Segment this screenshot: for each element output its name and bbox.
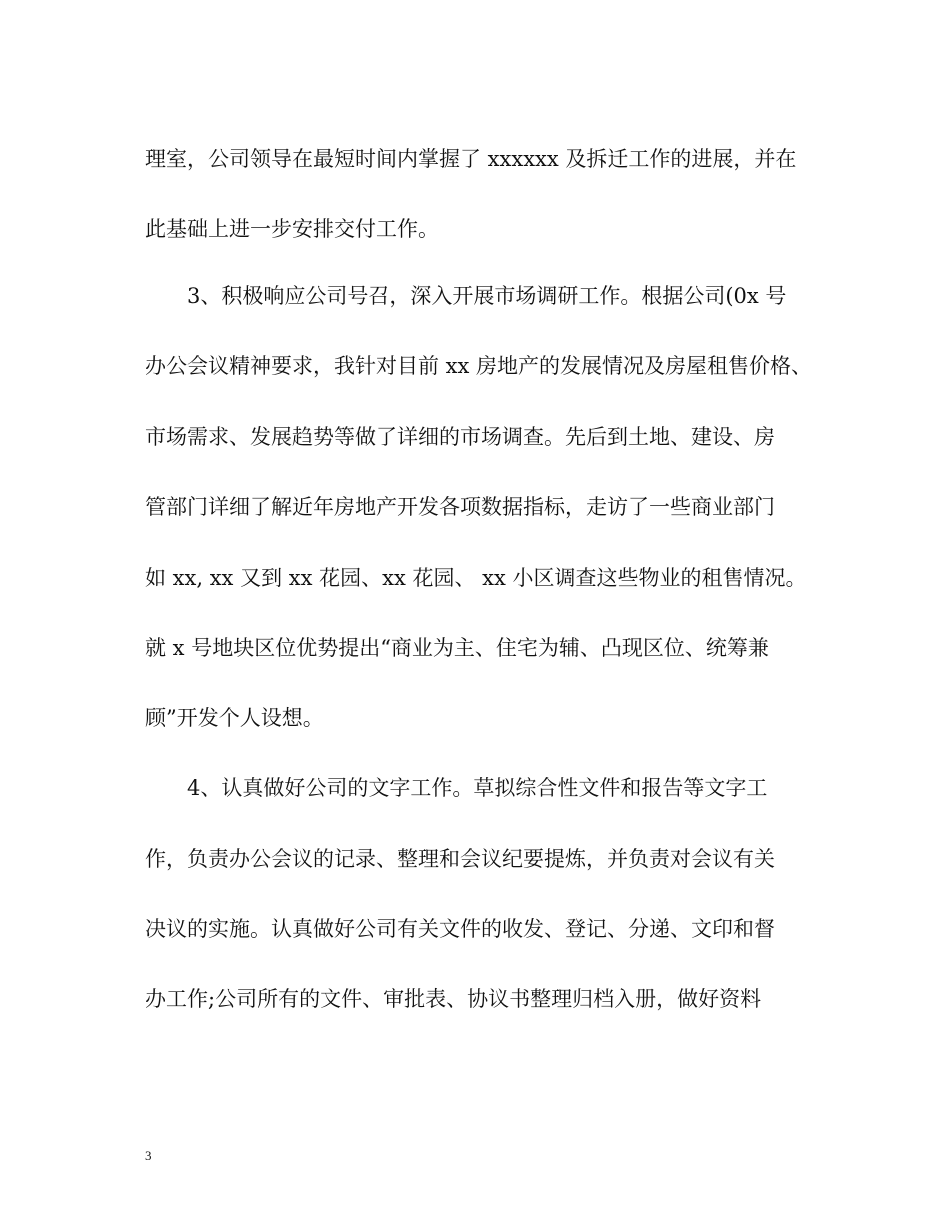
body-text-line: 4、认真做好公司的文字工作。草拟综合性文件和报告等文字工: [187, 776, 768, 800]
body-text-line: 顾”开发个人设想。: [145, 706, 324, 730]
body-text-line: 就 x 号地块区位优势提出“商业为主、住宅为辅、凸现区位、统筹兼: [145, 636, 769, 660]
body-text-line: 3、积极响应公司号召，深入开展市场调研工作。根据公司(0x 号: [187, 284, 787, 308]
body-text-line: 作，负责办公会议的记录、整理和会议纪要提炼，并负责对会议有关: [145, 847, 775, 871]
page-number: 3: [145, 1148, 152, 1163]
body-text-line: 办公会议精神要求，我针对目前 xx 房地产的发展情况及房屋租售价格、: [145, 354, 813, 378]
body-text-line: 办工作;公司所有的文件、审批表、协议书整理归档入册，做好资料: [145, 987, 762, 1011]
body-text-line: 此基础上进一步安排交付工作。: [145, 217, 439, 241]
body-text-line: 理室，公司领导在最短时间内掌握了 xxxxxx 及拆迁工作的进展，并在: [145, 147, 797, 171]
body-text-line: 如 xx, xx 又到 xx 花园、xx 花园、 xx 小区调查这些物业的租售情况。: [145, 566, 807, 590]
body-text-line: 市场需求、发展趋势等做了详细的市场调查。先后到土地、建设、房: [145, 425, 775, 449]
body-text-line: 决议的实施。认真做好公司有关文件的收发、登记、分递、文印和督: [145, 917, 775, 941]
body-text-line: 管部门详细了解近年房地产开发各项数据指标，走访了一些商业部门: [145, 495, 775, 519]
